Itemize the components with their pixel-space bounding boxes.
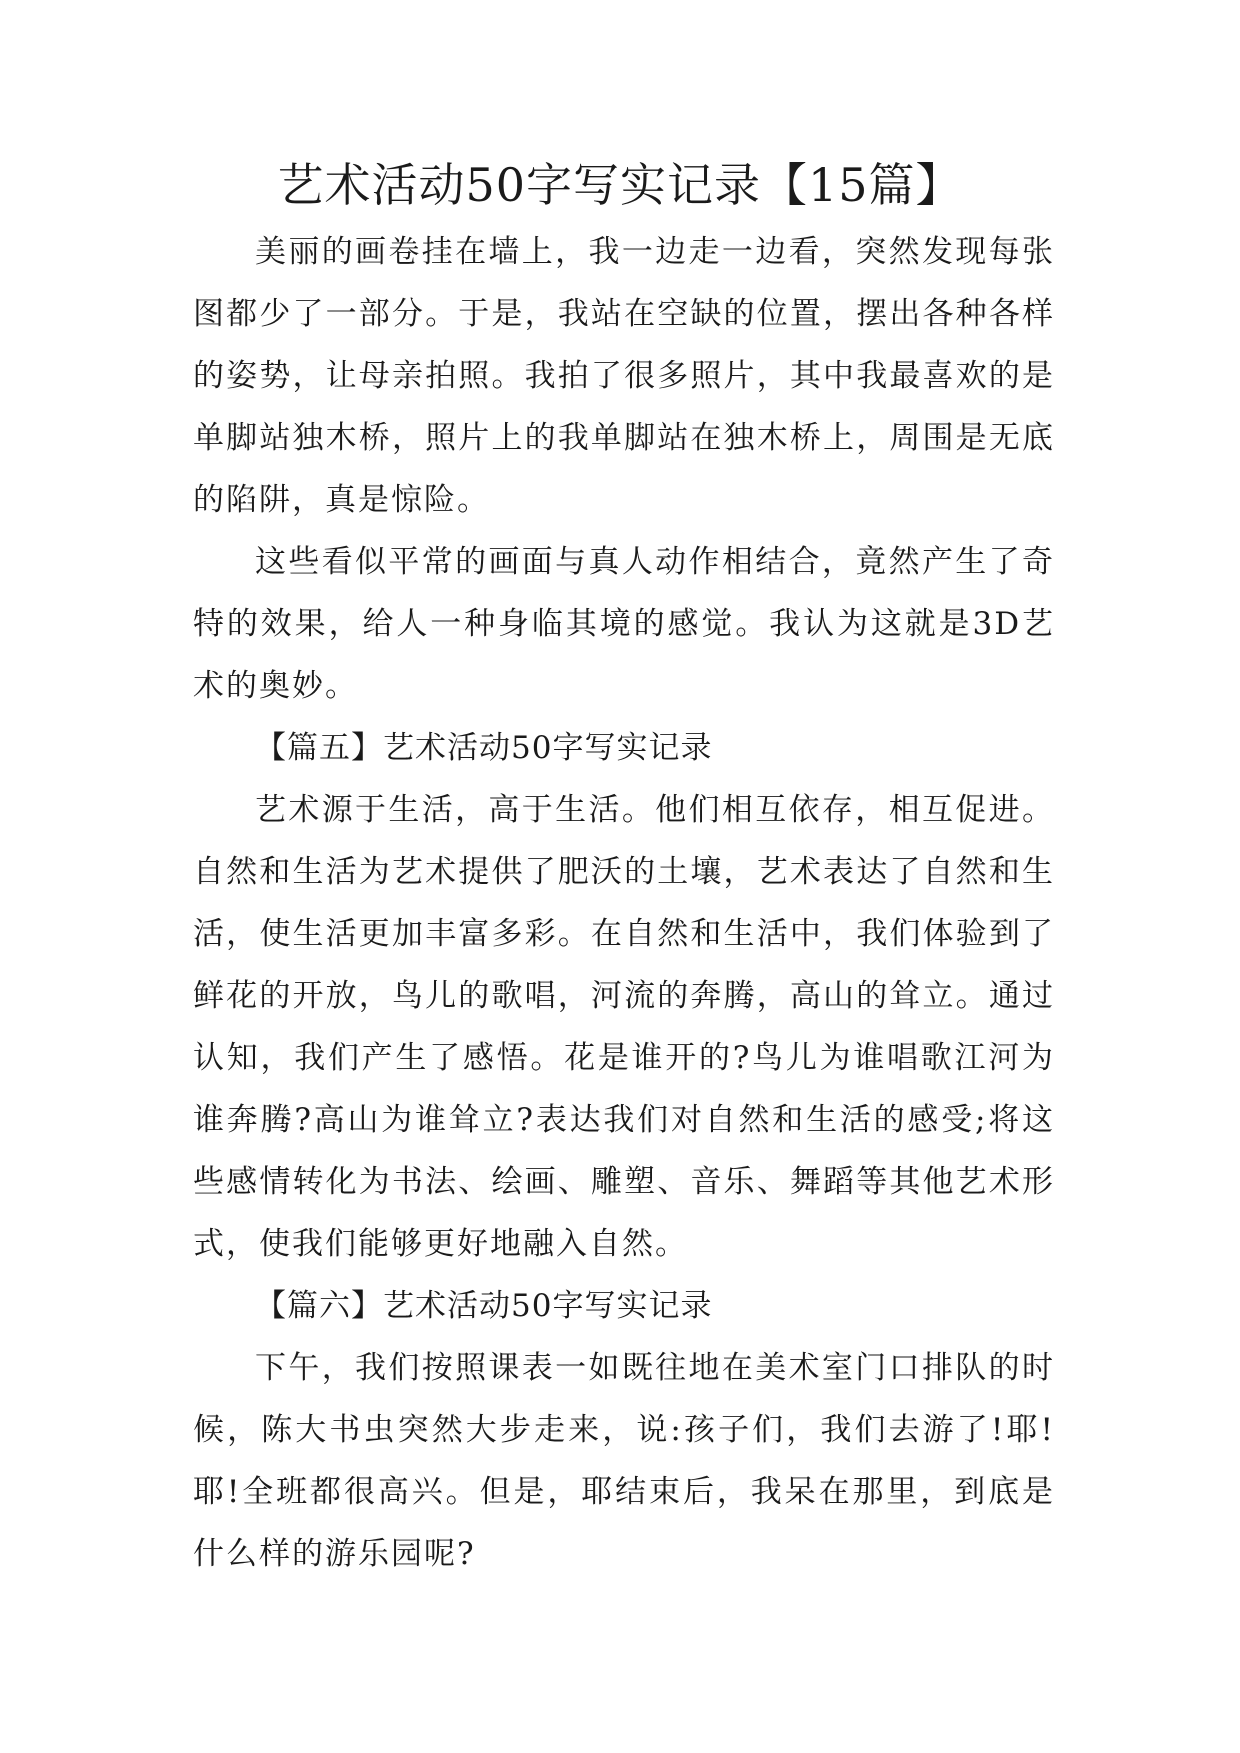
section-5-heading: 【篇五】艺术活动50字写实记录 [255, 730, 713, 766]
section-6-heading: 【篇六】艺术活动50字写实记录 [255, 1288, 713, 1324]
paragraph-2: 这些看似平常的画面与真人动作相结合，竟然产生了奇特的效果，给人一种身临其境的感觉。我认为这就是3D艺术的奥妙。 [193, 544, 1055, 704]
document-body [193, 221, 1055, 1585]
section-6-paragraph: 下午，我们按照课表一如既往地在美术室门口排队的时候，陈大书虫突然大步走来，说:孩子们，我们去游了!耶!耶!全班都很高兴。但是，耶结束后，我呆在那里，到底是什么样的游乐园呢? [193, 1350, 1055, 1572]
section-5-paragraph: 艺术源于生活，高于生活。他们相互依存，相互促进。自然和生活为艺术提供了肥沃的土壤，艺术表达了自然和生活，使生活更加丰富多彩。在自然和生活中，我们体验到了鲜花的开放，鸟儿的歌唱，河流的奔腾，高山的耸立。通过认知，我们产生了感悟。花是谁开的?鸟儿为谁唱歌江河为谁奔腾?高山为谁耸立?表达我们对自然和生活的感受;将这些感情转化为书法、绘画、雕塑、音乐、舞蹈等其他艺术形式，使我们能够更好地融入自然。 [193, 792, 1055, 1262]
paragraph-1: 美丽的画卷挂在墙上，我一边走一边看，突然发现每张图都少了一部分。于是，我站在空缺的位置，摆出各种各样的姿势，让母亲拍照。我拍了很多照片，其中我最喜欢的是单脚站独木桥，照片上的我单脚站在独木桥上，周围是无底的陷阱，真是惊险。 [193, 234, 1055, 518]
document-title: 艺术活动50字写实记录【15篇】 [277, 158, 963, 212]
